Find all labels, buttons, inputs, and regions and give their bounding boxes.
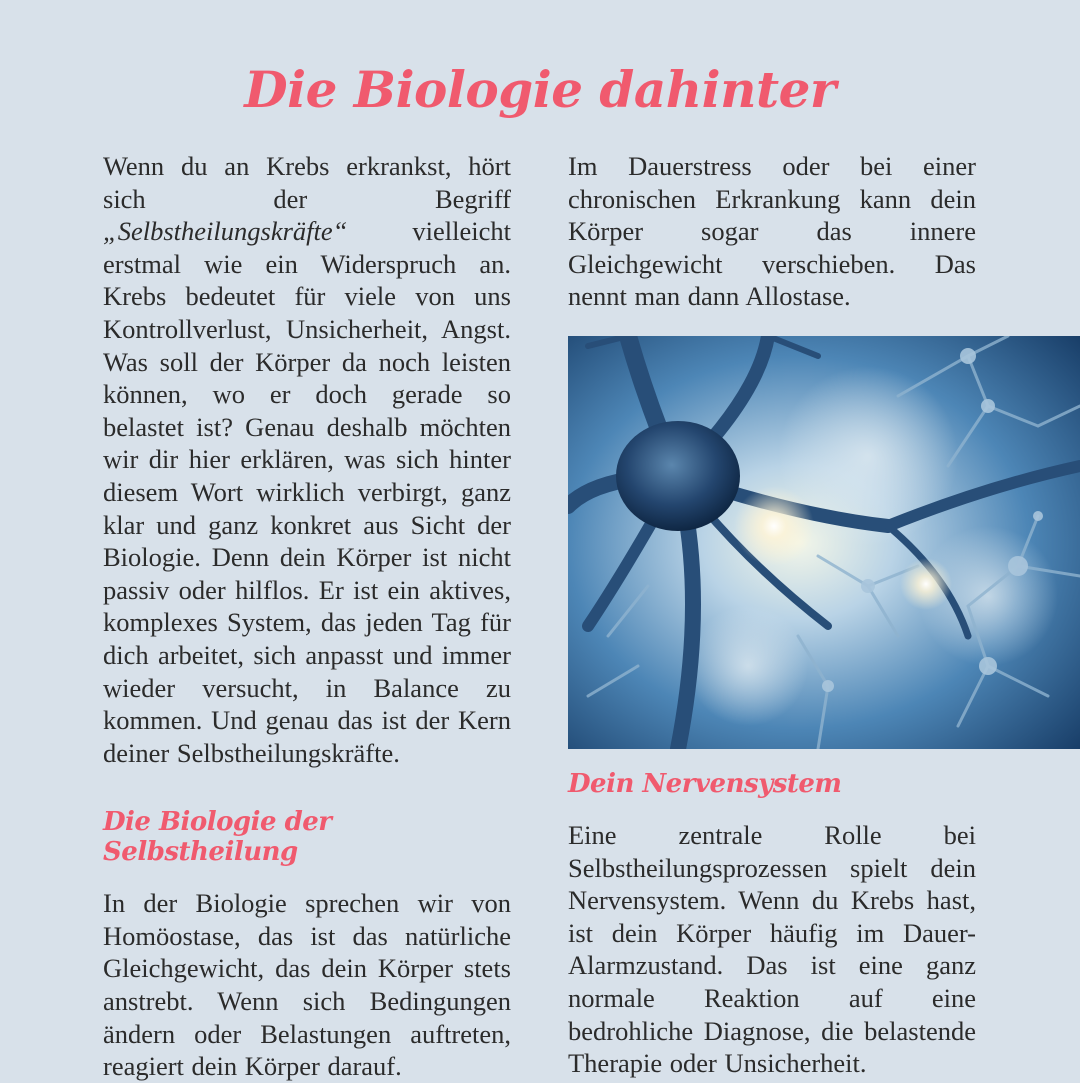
neuron-illustration bbox=[568, 336, 1080, 749]
section-heading-nervensystem: Dein Nervensystem bbox=[568, 768, 842, 799]
page-title: Die Biologie dahinter bbox=[244, 59, 836, 119]
left-column bbox=[103, 150, 511, 1083]
allostase-paragraph: Im Dauerstress oder bei einer chronischen Erkrankung kann dein Körper sogar das innere Gleichgewicht verschieben. Das nennt man dann Allostase. bbox=[568, 151, 976, 312]
nervensystem-paragraph: Eine zentrale Rolle bei Selbstheilungsprozessen spielt dein Nervensystem. Wenn du Krebs hast, ist dein Körper häufig im Dauer-Alarmzustand. Das ist eine ganz normale Reaktion auf eine bedrohliche Diagnose, die belastende Therapie oder Unsicherheit. bbox=[568, 819, 976, 1079]
section-heading-selbstheilung: Die Biologie der Selbstheilung bbox=[103, 807, 332, 868]
intro-text-part1: Wenn du an Krebs erkrankst, hört sich der Begriff bbox=[103, 151, 511, 214]
intro-text-part2: vielleicht erstmal wie ein Widerspruch an. Krebs bedeutet für viele von uns Kontrollverlust, Unsicherheit, Angst. Was soll der Körper da noch leisten können, wo er doch gerade so belastet ist? Genau deshalb möchten wir dir hier erklären, was sich hinter diesem Wort wirklich verbirgt, ganz klar und ganz konkret aus Sicht der Biologie. Denn dein Körper ist nicht passiv oder hilflos. Er ist ein aktives, komplexes System, das jeden Tag für dich arbeitet, sich anpasst und immer wieder versucht, in Balance zu kommen. Und genau das ist der Kern deiner Selbstheilungskräfte. bbox=[103, 216, 511, 768]
intro-text-italic: „Selbstheilungskräfte“ bbox=[103, 216, 348, 247]
intro-paragraph bbox=[103, 150, 511, 769]
selbstheilung-paragraph: In der Biologie sprechen wir von Homöostase, das ist das natürliche Gleichgewicht, das dein Körper stets anstrebt. Wenn sich Bedingungen ändern oder Belastungen auftreten, reagiert dein Körper darauf. bbox=[103, 888, 511, 1082]
